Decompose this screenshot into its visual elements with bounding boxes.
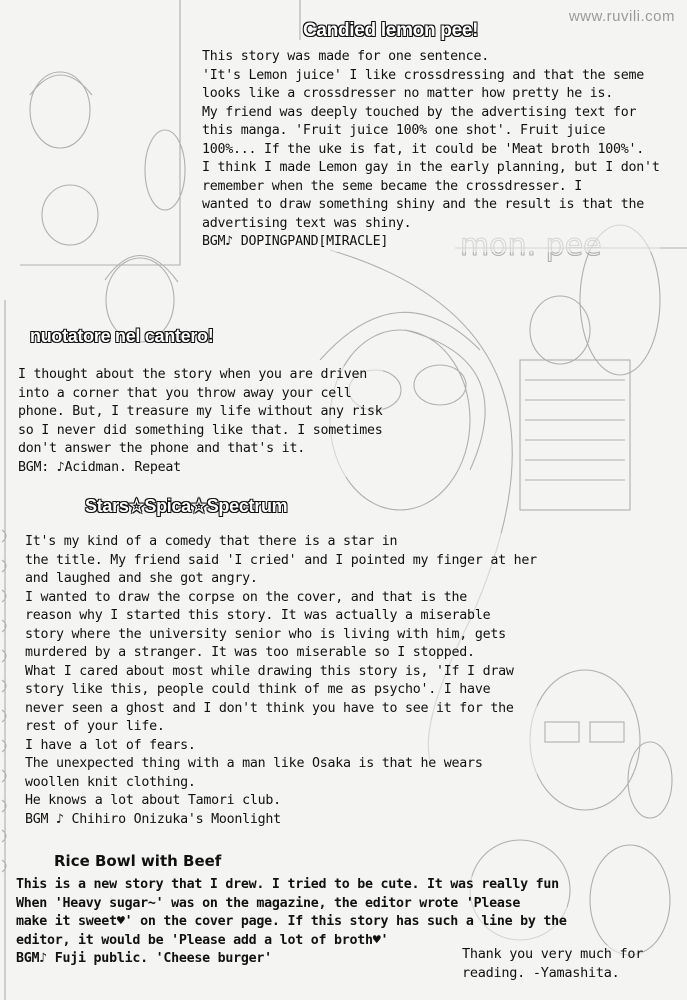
text-line: He knows a lot about Tamori club. bbox=[25, 792, 537, 811]
sketch-shirt bbox=[520, 360, 630, 510]
sketch-stripes bbox=[525, 380, 625, 480]
sketch-face bbox=[42, 185, 98, 245]
text-line: looks like a crossdresser no matter how pretty he is. bbox=[202, 85, 660, 104]
text-line: 100%... If the uke is fat, it could be 'Meat broth 100%'. bbox=[202, 141, 660, 160]
section-title-rice-bowl: Rice Bowl with Beef bbox=[54, 852, 222, 870]
text-line: remember when the seme became the crossdresser. I bbox=[202, 178, 660, 197]
text-line: story where the university senior who is living with him, gets bbox=[25, 626, 537, 645]
text-line: The unexpected thing with a man like Osaka is that he wears bbox=[25, 755, 537, 774]
text-line: It's my kind of a comedy that there is a star in bbox=[25, 533, 537, 552]
text-line: story like this, people could think of me as psycho'. I have bbox=[25, 681, 537, 700]
sketch-hair bbox=[105, 255, 178, 282]
section-title-stars-spica: Stars☆Spica☆Spectrum bbox=[85, 496, 288, 516]
section-title-nuotatore: nuotatore nel cantero! bbox=[30, 326, 214, 346]
watermark: www.ruvili.com bbox=[568, 8, 675, 25]
text-line: reason why I started this story. It was actually a miserable bbox=[25, 607, 537, 626]
section-title-candied-lemon: Candied lemon pee! bbox=[303, 20, 479, 41]
text-line: Thank you very much for bbox=[462, 946, 644, 962]
closing-thanks-note bbox=[462, 945, 643, 983]
text-line: murdered by a stranger. It was too miserable so I stopped. bbox=[25, 644, 537, 663]
text-line: never seen a ghost and I don't think you have to see it for the bbox=[25, 700, 537, 719]
text-line: What I cared about most while drawing this story is, 'If I draw bbox=[25, 663, 537, 682]
text-line: When 'Heavy sugar~' was on the magazine, the editor wrote 'Please bbox=[16, 895, 567, 914]
text-line: I wanted to draw the corpse on the cover, and that is the bbox=[25, 589, 537, 608]
text-line: I thought about the story when you are driven bbox=[18, 366, 383, 385]
text-line: I think I made Lemon gay in the early planning, but I don't bbox=[202, 159, 660, 178]
text-line: the title. My friend said 'I cried' and I pointed my finger at her bbox=[25, 552, 537, 571]
text-line: woollen knit clothing. bbox=[25, 774, 537, 793]
text-line: My friend was deeply touched by the advertising text for bbox=[202, 104, 660, 123]
bgm-line: BGM♪ Fuji public. 'Cheese burger' bbox=[16, 950, 567, 969]
text-line: phone. But, I treasure my life without any risk bbox=[18, 403, 383, 422]
text-line: 'It's Lemon juice' I like crossdressing and that the seme bbox=[202, 67, 660, 86]
sketch-face bbox=[530, 296, 590, 364]
text-line: This is a new story that I drew. I tried to be cute. It was really fun bbox=[16, 876, 567, 895]
sketch-glasses bbox=[590, 722, 624, 742]
text-line: into a corner that you throw away your cell bbox=[18, 385, 383, 404]
text-line: editor, it would be 'Please add a lot of broth♥' bbox=[16, 932, 567, 951]
sketch-glasses bbox=[414, 365, 466, 405]
text-line: so I never did something like that. I sometimes bbox=[18, 422, 383, 441]
bgm-line: BGM ♪ Chihiro Onizuka's Moonlight bbox=[25, 811, 537, 830]
sketch-speech-bubble bbox=[145, 130, 185, 210]
section-body-nuotatore bbox=[18, 366, 383, 477]
section-body-stars-spica bbox=[25, 533, 537, 829]
text-line: and laughed and she got angry. bbox=[25, 570, 537, 589]
text-line: don't answer the phone and that's it. bbox=[18, 440, 383, 459]
sketch-glasses bbox=[545, 722, 579, 742]
text-line: rest of your life. bbox=[25, 718, 537, 737]
text-line: this manga. 'Fruit juice 100% one shot'. Fruit juice bbox=[202, 122, 660, 141]
text-line: wanted to draw something shiny and the result is that the bbox=[202, 196, 660, 215]
bgm-line: BGM: ♪Acidman. Repeat bbox=[18, 459, 383, 478]
sketch-hair bbox=[30, 75, 92, 95]
sketch-face bbox=[590, 845, 670, 955]
section-body-candied-lemon bbox=[202, 48, 660, 252]
text-line: I have a lot of fears. bbox=[25, 737, 537, 756]
bgm-line: BGM♪ DOPINGPAND[MIRACLE] bbox=[202, 233, 660, 252]
text-line: advertising text was shiny. bbox=[202, 215, 660, 234]
sketch-speech-bubble bbox=[628, 742, 672, 818]
text-line: make it sweet♥' on the cover page. If this story has such a line by the bbox=[16, 913, 567, 932]
text-line: reading. -Yamashita. bbox=[462, 964, 643, 983]
text-line: This story was made for one sentence. bbox=[202, 48, 660, 67]
